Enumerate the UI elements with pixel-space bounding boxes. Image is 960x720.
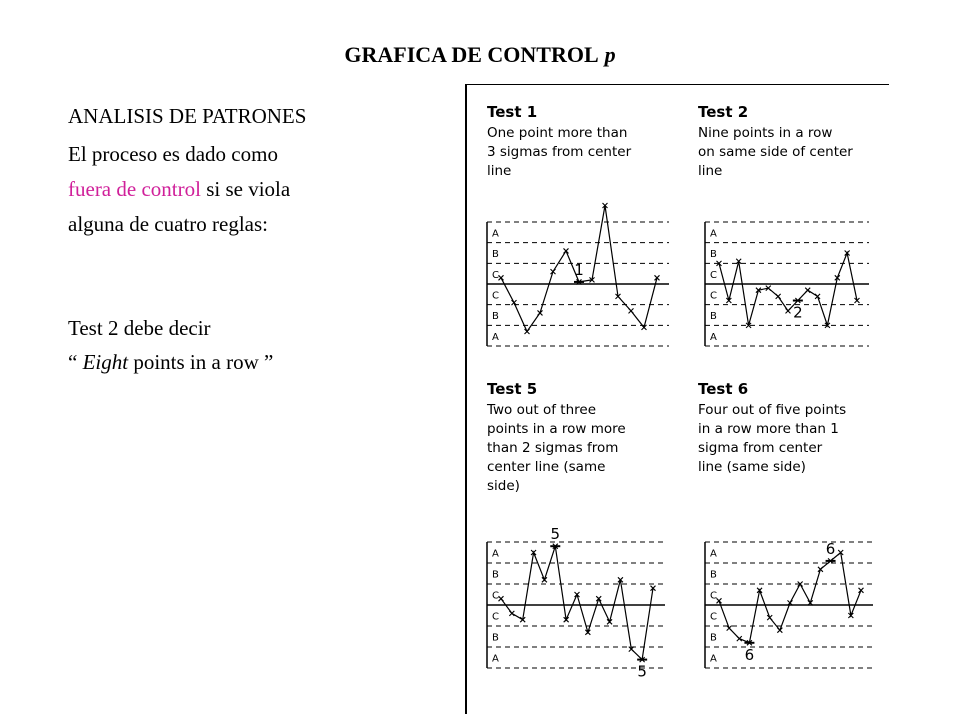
highlight-out-of-control: fuera de control [68,177,201,201]
series-line [719,553,861,643]
zone-label: B [710,632,717,644]
note-rest: points in a row ” [128,350,274,374]
title-symbol: p [604,42,616,67]
data-point [564,248,569,253]
note-line-1: Test 2 debe decir [68,316,211,340]
zone-label: B [492,632,499,644]
tests-figure-svg [465,84,889,714]
test-panel-4 [698,380,873,668]
test-title: Test 1 [487,103,538,121]
test-description-line: side) [487,478,520,494]
intro-heading: ANALISIS DE PATRONES [68,104,307,128]
title-main: GRAFICA DE CONTROL [344,42,599,67]
data-point [499,596,504,601]
test-description-line: on same side of center [698,144,853,160]
zone-label: A [492,653,499,665]
note-quote-open: “ [68,350,83,374]
test-description-line: One point more than [487,125,628,141]
test-description-line: sigma from center [698,440,823,456]
zone-label: A [710,228,717,240]
zone-label: A [492,331,499,343]
test-description-line: line [698,163,723,179]
violation-marker-label: 1 [574,260,584,279]
data-point [859,588,864,593]
zone-label: C [492,269,499,281]
intro-line-2-rest: si se viola [200,177,291,201]
zone-label: C [492,290,499,302]
zone-label: B [710,569,717,581]
intro-line-2 [68,176,290,202]
data-point [499,275,504,280]
data-point [737,636,742,641]
zone-label: C [710,590,717,602]
test-description-line: than 2 sigmas from [487,440,619,456]
violation-marker-label: 6 [744,645,755,664]
data-point [629,308,634,313]
intro-line-3: alguna de cuatro reglas: [68,212,268,236]
zone-label: C [492,590,499,602]
zone-label: C [710,269,717,281]
test-title: Test 2 [698,103,749,121]
test-panel-3 [486,380,665,681]
zone-label: A [492,548,499,560]
test-description-line: in a row more than 1 [698,421,839,437]
test-description-line: points in a row more [487,421,626,437]
note-emphasis: Eight [82,350,129,374]
zone-label: C [492,611,499,623]
test-description-line: line (same side) [698,459,806,475]
zone-label: A [492,228,499,240]
violation-marker-label: 2 [793,303,803,322]
series-line [719,253,857,325]
zone-label: B [492,249,499,261]
data-point [767,615,772,620]
test-description-line: 3 sigmas from center [487,144,632,160]
violation-marker-label: 5 [637,662,647,681]
data-point [525,329,530,334]
test-title: Test 5 [487,380,538,398]
zone-label: A [710,548,717,560]
test-description-line: Four out of five points [698,402,847,418]
zone-label: B [710,311,717,323]
test-description-line: line [487,163,512,179]
intro-line-1: El proceso es dado como [68,142,278,166]
zone-label: B [492,311,499,323]
data-point [509,611,514,616]
test-description-line: Two out of three [487,402,597,418]
control-chart-tests-figure [465,84,889,714]
data-point [727,626,732,631]
zone-label: A [710,653,717,665]
test-description-line: center line (same [487,459,606,475]
zone-label: A [710,331,717,343]
data-point [776,294,781,299]
page-title [0,42,960,68]
test-panel-2 [698,103,869,346]
zone-label: B [710,249,717,261]
data-point [805,288,810,293]
violation-marker-label: 6 [825,539,836,558]
zone-label: C [710,611,717,623]
zone-label: B [492,569,499,581]
zone-label: C [710,290,717,302]
data-point [717,598,722,603]
violation-marker-label: 5 [550,525,561,544]
test-description-line: Nine points in a row [698,125,833,141]
note-line-2 [68,349,273,375]
test-title: Test 6 [698,380,749,398]
data-point [777,628,782,633]
data-point [786,308,791,313]
test-panel-1 [487,103,669,346]
